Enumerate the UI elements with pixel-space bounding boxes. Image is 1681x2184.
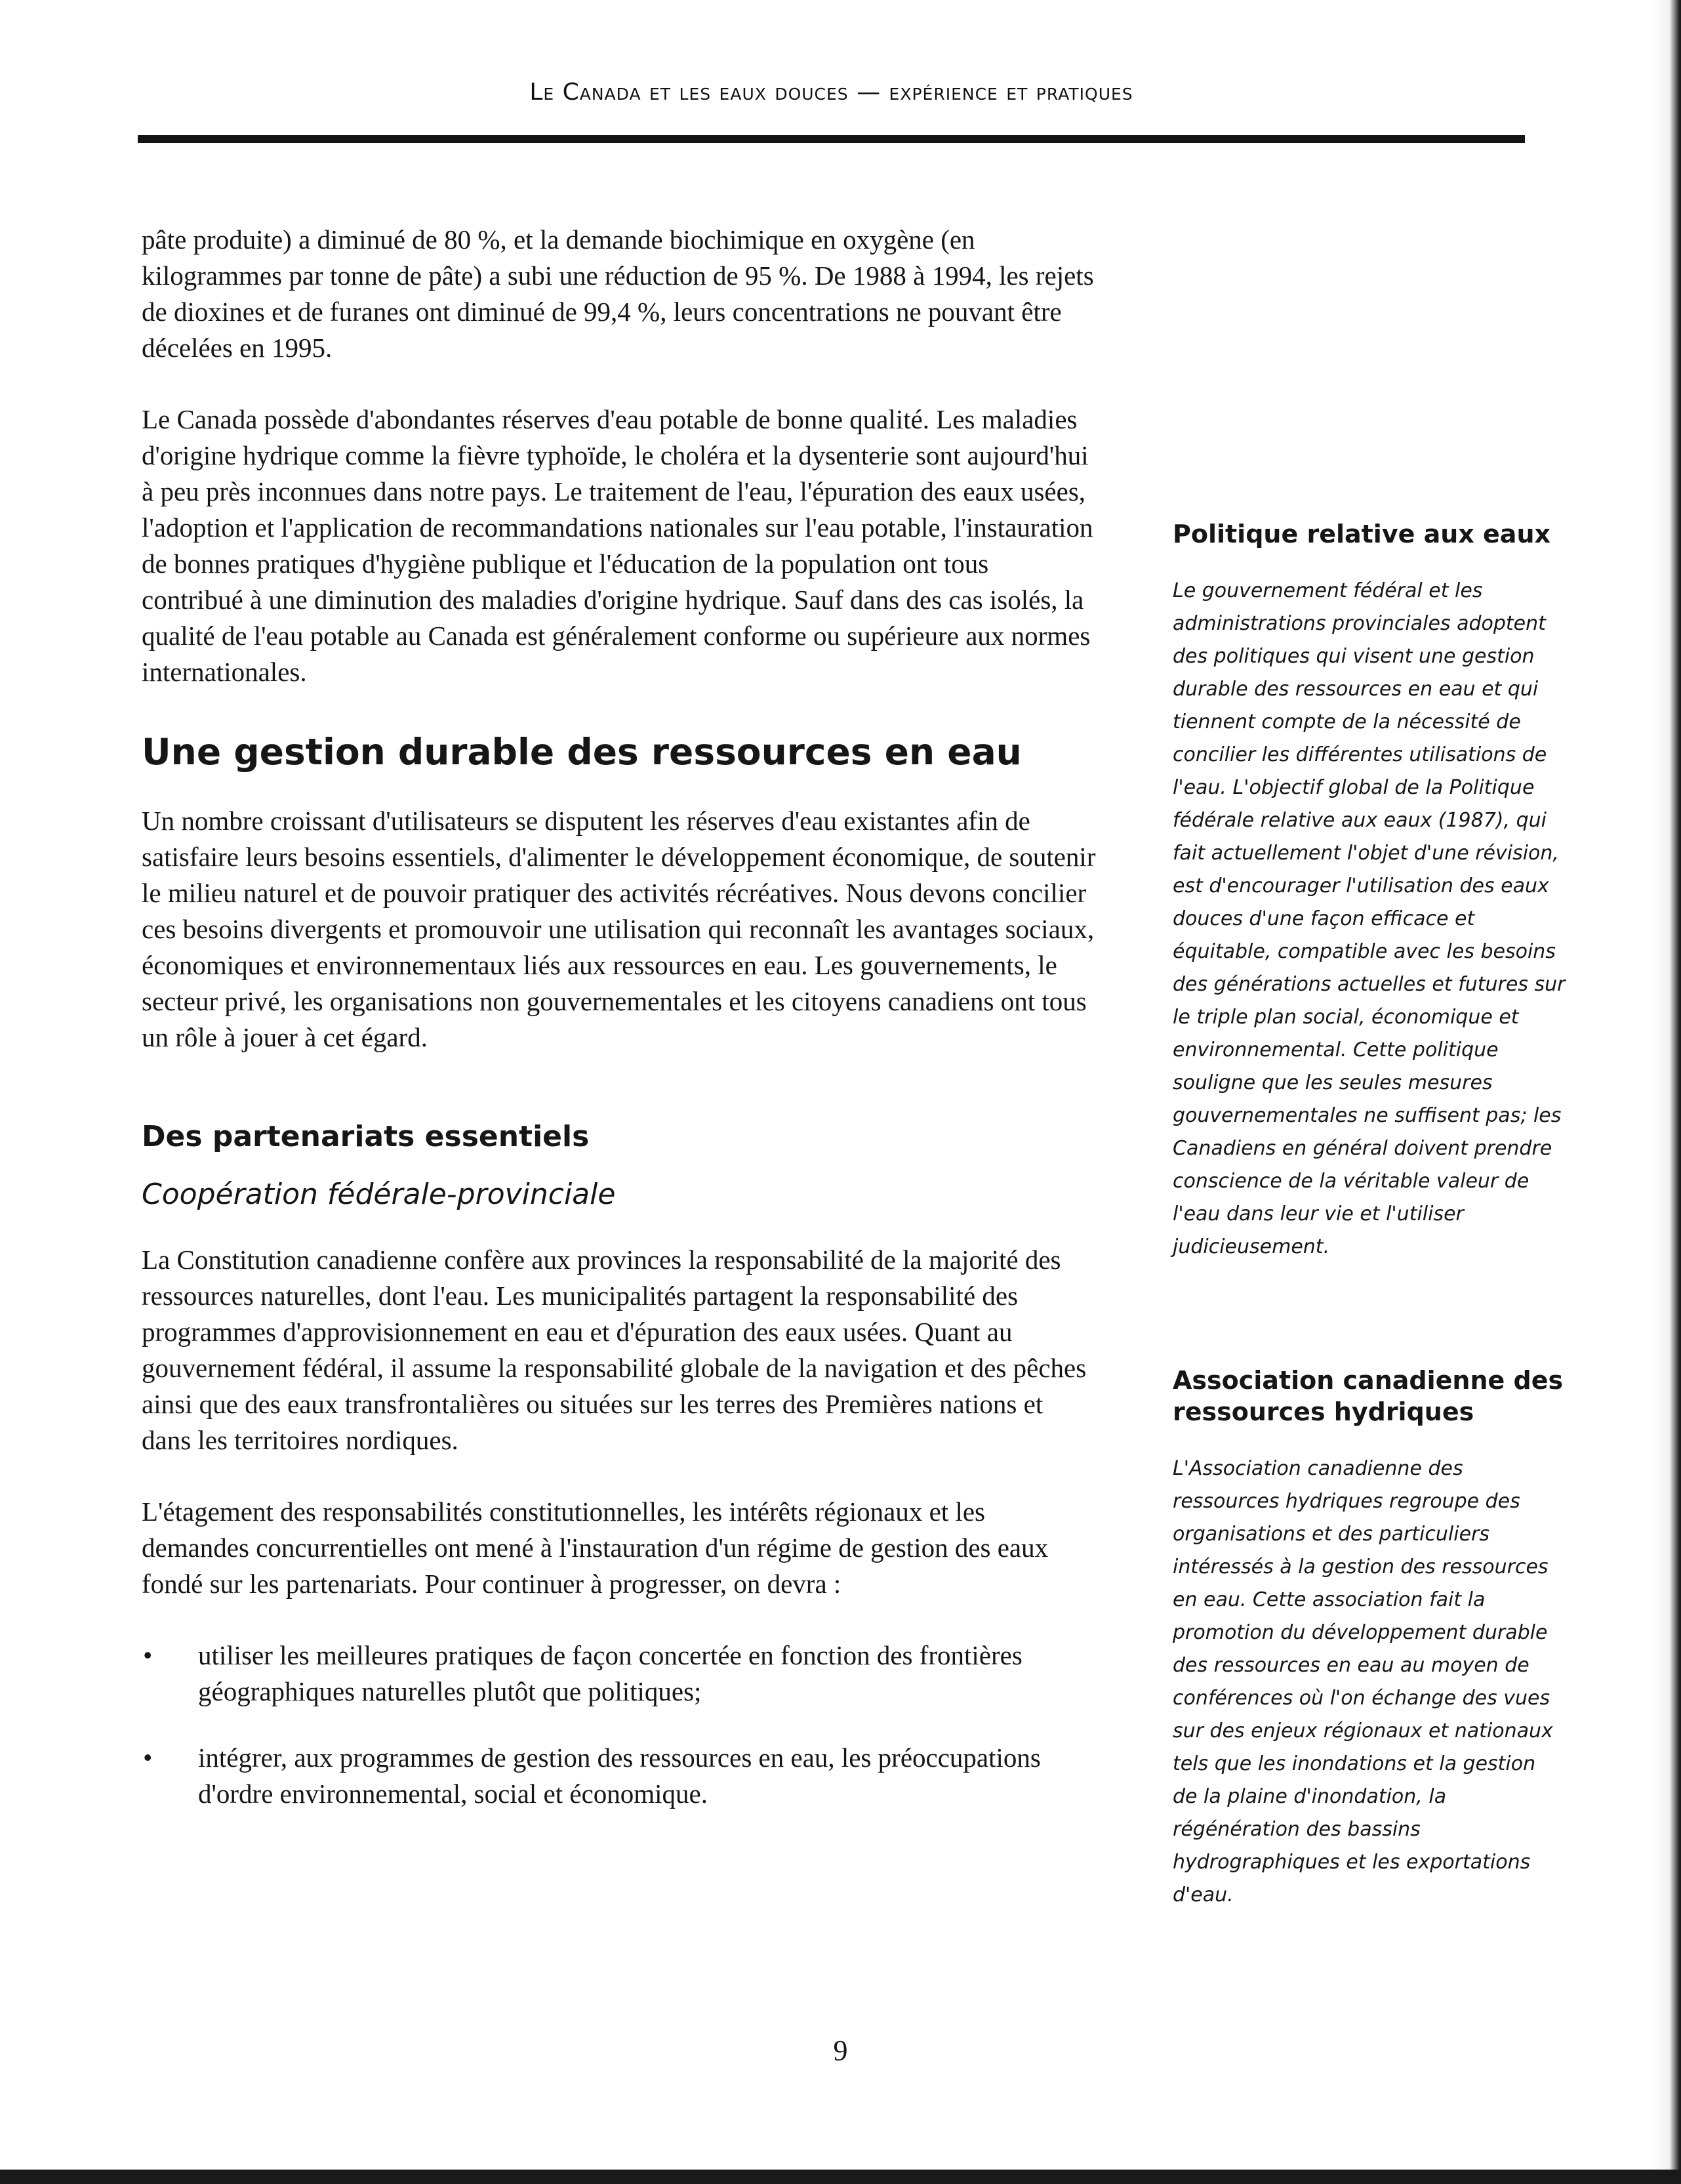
bullet-list <box>142 1638 1096 1812</box>
paragraph-users: Un nombre croissant d'utilisateurs se disputent les réserves d'eau existantes afin de satisfaire leurs besoins essentiels, d'alimenter le développement économique, de soutenir le milieu naturel et de pouvoir pratiquer des activités récréatives. Nous devons concilier ces besoins divergents et promouvoir une utilisation qui reconnaît les avantages sociaux, économiques et environnementaux liés aux ressources en eau. Les gouvernements, le secteur privé, les organisations non gouvernementales et les citoyens canadiens ont tous un rôle à jouer à cet égard. <box>142 806 1096 1052</box>
running-head: Le Canada et les eaux douces — expérience et pratiques <box>529 79 1133 106</box>
sidebar-text: L'Association canadienne des ressources hydriques regroupe des organisations et des particuliers intéressés à la gestion des ressources en eau. Cette association fait la promotion du développement durable des ressources en eau au moyen de conférences où l'on échange des vues sur des enjeux régionaux et nationaux tels que les inondations et la gestion de la plaine d'inondation, la régénération des bassins hydrographiques et les exportations d'eau. <box>1173 1457 1553 1906</box>
page-number: 9 <box>833 2034 848 2067</box>
sidebar-title: Association canadienne des ressources hydriques <box>1173 1366 1564 1426</box>
sidebar-title: Politique relative aux eaux <box>1173 520 1551 548</box>
scan-page-edge <box>1652 0 1681 2184</box>
header-rule <box>138 135 1525 143</box>
list-item <box>142 1638 1096 1710</box>
paragraph-etagement: L'étagement des responsabilités constitutionnelles, les intérêts régionaux et les demandes concurrentielles ont mené à l'instauration d'un régime de gestion des eaux fondé sur les partenariats. Pour continuer à progresser, on devra : <box>142 1496 1049 1599</box>
list-item-text: intégrer, aux programmes de gestion des ressources en eau, les préoccupations d'ordre environnemental, social et économique. <box>198 1742 1041 1809</box>
sidebar-text: Le gouvernement fédéral et les administrations provinciales adoptent des politiques qui visent une gestion durable des ressources en eau et qui tiennent compte de la nécessité de concilier les différentes utilisations de l'eau. L'objectif global de la Politique fédérale relative aux eaux (1987), qui fait actuellement l'objet d'une révision, est d'encourager l'utilisation des eaux douces d'une façon efficace et équitable, compatible avec les besoins des générations actuelles et futures sur le triple plan social, économique et environnemental. Cette politique souligne que les seules mesures gouvernementales ne suffisent pas; les Canadiens en général doivent prendre conscience de la véritable valeur de l'eau dans leur vie et l'utiliser judicieusement. <box>1173 579 1566 1258</box>
paragraph-intro: pâte produite) a diminué de 80 %, et la demande biochimique en oxygène (en kilogrammes par tonne de pâte) a subi une réduction de 95 %. De 1988 à 1994, les rejets de dioxines et de furanes ont diminué de 99,4 %, leurs concentrations ne pouvant être décelées en 1995. <box>142 224 1094 363</box>
list-item-text: utiliser les meilleures pratiques de façon concertée en fonction des frontières géographiques naturelles plutôt que politiques; <box>198 1640 1023 1706</box>
sidebar-box-water-policy <box>1173 518 1566 1264</box>
list-item <box>142 1740 1096 1812</box>
subsubsection-heading: Coopération fédérale-provinciale <box>142 1178 616 1211</box>
section-heading: Une gestion durable des ressources en eau <box>142 731 1022 773</box>
subsection-heading: Des partenariats essentiels <box>142 1120 590 1153</box>
bullet-icon: • <box>143 1640 153 1670</box>
scan-bottom-edge <box>0 2170 1681 2184</box>
paragraph-constitution: La Constitution canadienne confère aux provinces la responsabilité de la majorité des ressources naturelles, dont l'eau. Les municipalités partagent la responsabilité des programmes d'approvisionnement en eau et d'épuration des eaux usées. Quant au gouvernement fédéral, il assume la responsabilité globale de la navigation et des pêches ainsi que des eaux transfrontalières ou situées sur les terres des Premières nations et dans les territoires nordiques. <box>142 1245 1087 1455</box>
bullet-icon: • <box>143 1742 153 1773</box>
main-column <box>142 222 1096 1842</box>
sidebar-box-water-resources-association <box>1173 1365 1566 1912</box>
paragraph-drinking-water: Le Canada possède d'abondantes réserves d'eau potable de bonne qualité. Les maladies d'origine hydrique comme la fièvre typhoïde, le choléra et la dysenterie sont aujourd'hui à peu près inconnues dans notre pays. Le traitement de l'eau, l'épuration des eaux usées, l'adoption et l'application de recommandations nationales sur l'eau potable, l'instauration de bonnes pratiques d'hygiène publique et l'éducation de la population ont tous contribué à une diminution des maladies d'origine hydrique. Sauf dans des cas isolés, la qualité de l'eau potable au Canada est généralement conforme ou supérieure aux normes internationales. <box>142 404 1093 687</box>
